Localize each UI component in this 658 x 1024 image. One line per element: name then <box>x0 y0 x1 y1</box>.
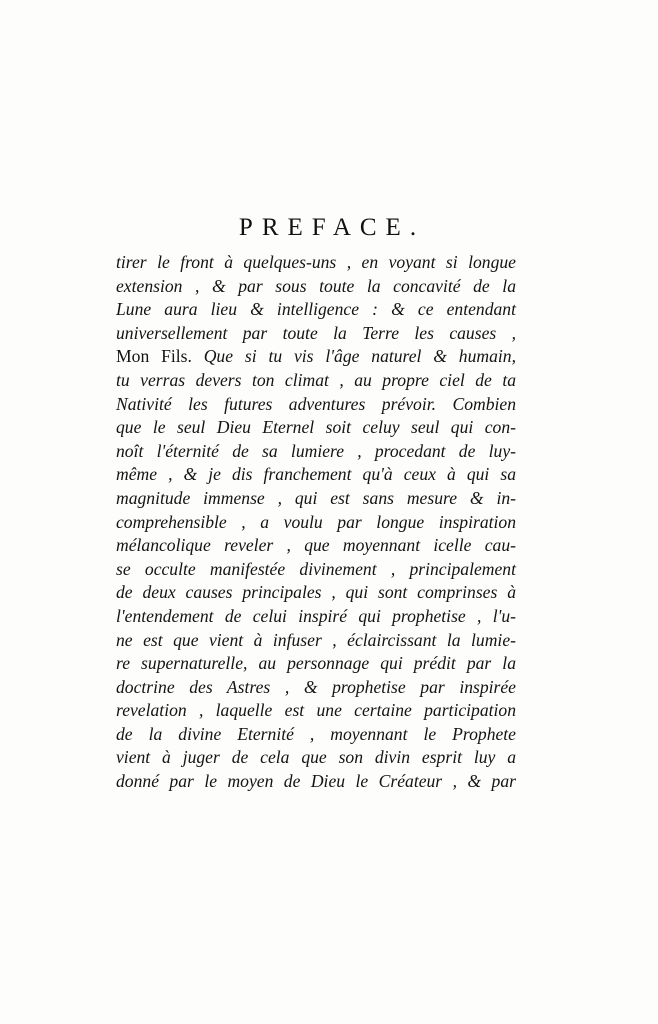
body-text <box>116 251 516 794</box>
text-line <box>116 393 516 417</box>
text-line <box>116 345 516 369</box>
text-line <box>116 487 516 511</box>
text-line <box>116 251 516 275</box>
text-line <box>116 511 516 535</box>
line-text: universellement par toute la Terre les causes , <box>116 322 516 343</box>
text-line <box>116 275 516 299</box>
line-text: l'entendement de celui inspiré qui prophetise , l'u- <box>116 605 516 626</box>
text-line <box>116 746 516 770</box>
text-line <box>116 416 516 440</box>
line-text: comprehensible , a voulu par longue inspiration <box>116 511 516 532</box>
text-line <box>116 558 516 582</box>
text-line <box>116 770 516 794</box>
line-text: tirer le front à quelques-uns , en voyant si longue <box>116 252 516 272</box>
text-line <box>116 298 516 322</box>
salutation: Mon Fils. <box>116 346 192 367</box>
line-text: Lune aura lieu & intelligence : & ce entendant <box>116 299 516 320</box>
text-line <box>116 322 516 346</box>
text-line <box>116 652 516 676</box>
line-text: re supernaturelle, au personnage qui prédit par la <box>116 653 516 674</box>
line-text: donné par le moyen de Dieu le Créateur , & par <box>116 771 516 792</box>
text-line <box>116 629 516 653</box>
text-line <box>116 699 516 723</box>
line-text: vient à juger de cela que son divin esprit luy a <box>116 747 516 768</box>
text-line <box>116 605 516 629</box>
line-text: revelation , laquelle est une certaine participation <box>116 700 516 721</box>
line-text: même , & je dis franchement qu'à ceux à qui sa <box>116 464 516 485</box>
line-text: tu verras devers ton climat , au propre ciel de ta <box>116 369 516 390</box>
text-line <box>116 463 516 487</box>
line-text: que le seul Dieu Eternel soit celuy seul qui con- <box>116 417 516 438</box>
text-line <box>116 369 516 393</box>
text-line <box>116 723 516 747</box>
line-text: Nativité les futures adventures prévoir. Combien <box>116 393 516 414</box>
line-text: mélancolique reveler , que moyennant icelle cau- <box>116 535 516 556</box>
line-text: doctrine des Astres , & prophetise par inspirée <box>116 676 516 697</box>
line-text: magnitude immense , qui est sans mesure & in- <box>116 487 516 508</box>
line-text: de la divine Eternité , moyennant le Prophete <box>116 723 516 744</box>
line-text: extension , & par sous toute la concavité de la <box>116 275 516 296</box>
text-line <box>116 676 516 700</box>
line-text: ne est que vient à infuser , éclaircissant la lumie- <box>116 629 516 650</box>
line-text: noît l'éternité de sa lumiere , procedant de luy- <box>116 440 516 461</box>
text-line <box>116 581 516 605</box>
line-text: se occulte manifestée divinement , principalement <box>116 558 516 579</box>
line-text: de deux causes principales , qui sont comprinses à <box>116 582 516 603</box>
running-header: PREFACE. <box>238 214 426 241</box>
text-line <box>116 534 516 558</box>
line-text: Que si tu vis l'âge naturel & humain, <box>191 346 516 367</box>
text-line <box>116 440 516 464</box>
